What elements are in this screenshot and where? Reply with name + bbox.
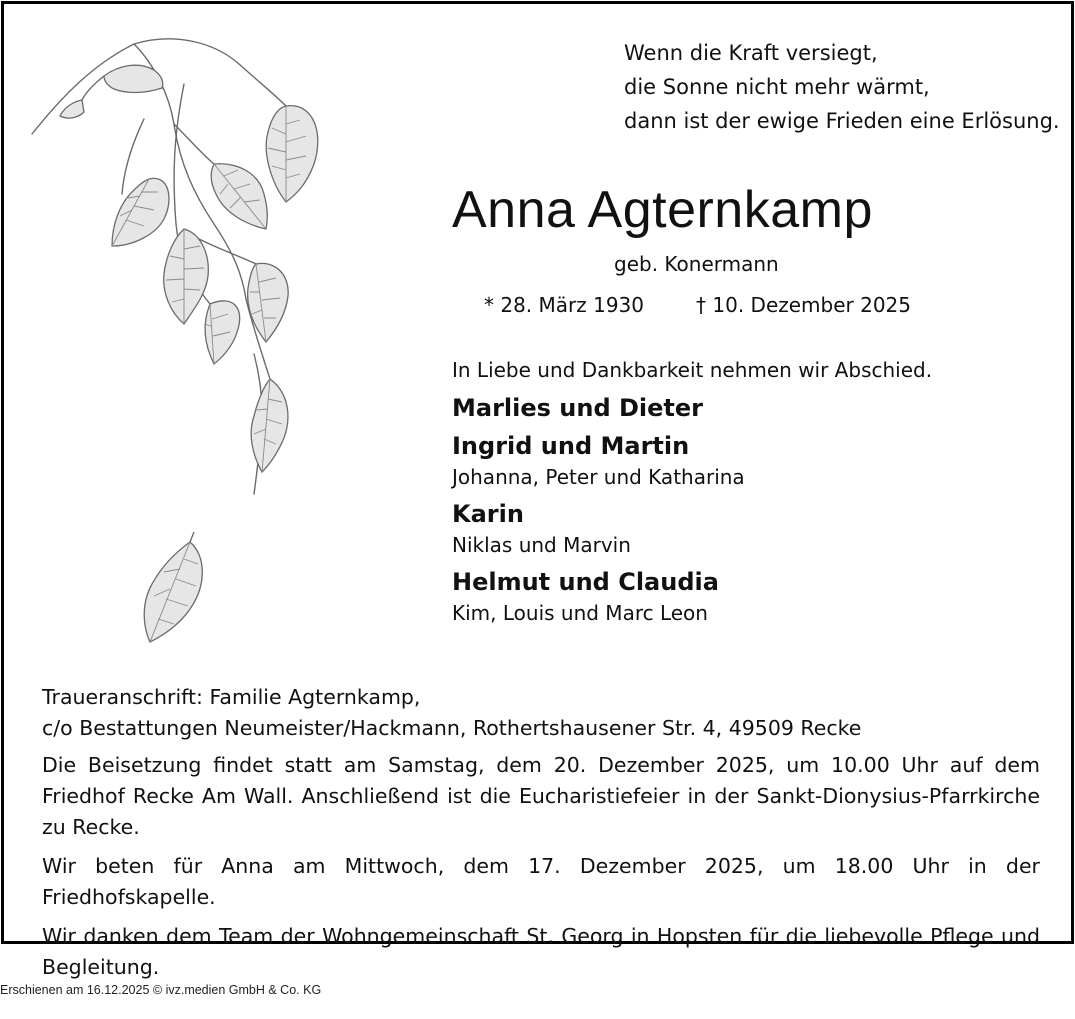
deceased-name: Anna Agternkamp [452,181,873,239]
mourner-group-name: Ingrid und Martin [452,432,690,460]
mourner-group-name: Helmut und Claudia [452,568,719,596]
birth-name: geb. Konermann [614,252,779,276]
prayer-notice: Wir beten für Anna am Mittwoch, dem 17. Dezember 2025, um 18.00 Uhr in der Friedhofskapelle. [42,854,1040,909]
birch-branch-icon [24,24,344,664]
poem-line: Wenn die Kraft versiegt, [624,41,878,65]
obituary-card [1,1,1074,979]
burial-notice: Die Beisetzung findet statt am Samstag, dem 20. Dezember 2025, um 10.00 Uhr auf dem Friedhof Recke Am Wall. Anschließend ist die Eucharistiefeier in der Sankt-Dionysius-Pfarrkirche zu Recke. [42,753,1040,839]
life-dates [484,293,911,317]
thanks-notice: Wir danken dem Team der Wohngemeinschaft St. Georg in Hopsten für die liebevolle Pflege und Begleitung. [42,924,1040,979]
death-date: † 10. Dezember 2025 [696,293,912,317]
farewell-intro: In Liebe und Dankbarkeit nehmen wir Abschied. [452,358,933,382]
mourner-group-children: Kim, Louis und Marc Leon [452,601,708,625]
mourner-group-name: Marlies und Dieter [452,394,704,422]
address-line: c/o Bestattungen Neumeister/Hackmann, Rothertshausener Str. 4, 49509 Recke [42,716,862,740]
address-line: Traueranschrift: Familie Agternkamp, [42,685,421,709]
poem-line: dann ist der ewige Frieden eine Erlösung. [624,109,1060,133]
birth-date: * 28. März 1930 [484,293,645,317]
poem-line: die Sonne nicht mehr wärmt, [624,75,930,99]
mourning-address [42,682,1040,744]
funeral-details [42,682,1040,991]
mourners-list [452,356,932,628]
mourner-group-children: Johanna, Peter und Katharina [452,465,745,489]
poem [624,36,1060,138]
publisher-credit: Erschienen am 16.12.2025 © ivz.medien GmbH & Co. KG [0,983,322,997]
mourner-group-children: Niklas und Marvin [452,533,631,557]
mourner-group-name: Karin [452,500,524,528]
